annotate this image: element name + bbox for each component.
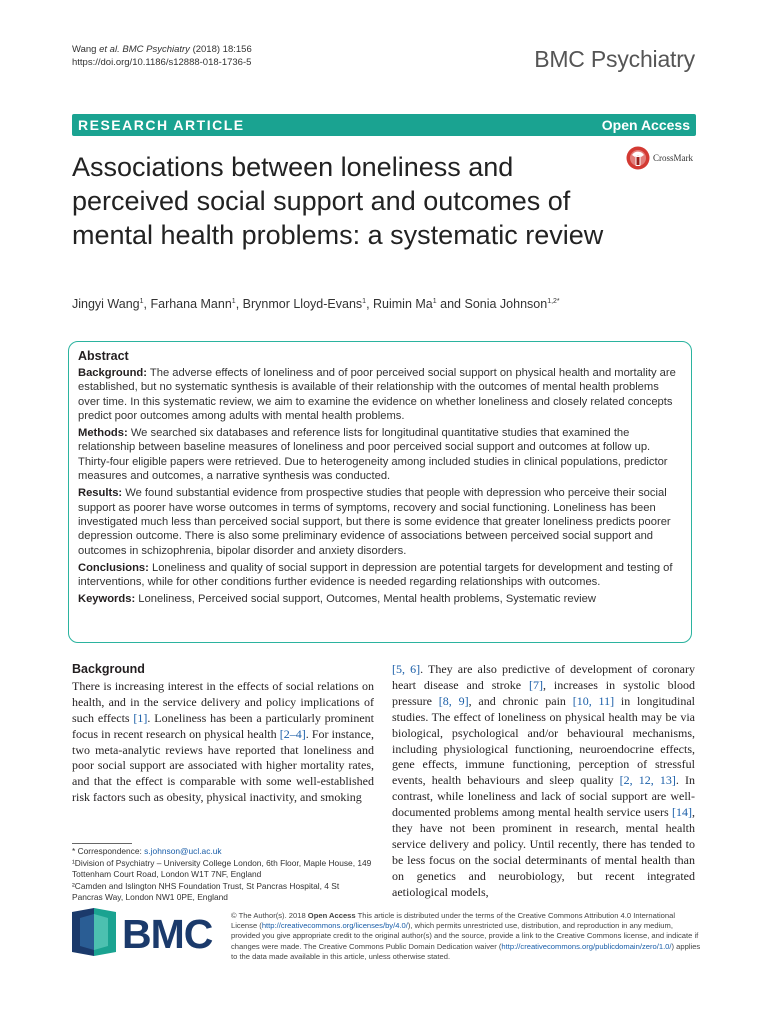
journal-name: BMC Psychiatry <box>534 46 695 72</box>
abstract-heading: Abstract <box>78 349 129 363</box>
reference-link[interactable]: [2–4] <box>279 726 306 741</box>
abstract-results: Results: We found substantial evidence from prospective studies that people with depression who perceive their social support as poorer have worse outcomes in terms of symptoms, recovery and social functioning. Loneliness has been investigated much less than perceived social support, but there is some evidence that greater loneliness predicts poorer depression outcome. There is also some preliminary evidence of associations between perceived social support and outcomes in schizophrenia, bipolar disorder and anxiety disorders. <box>78 487 671 557</box>
reference-link[interactable]: [5, 6] <box>392 662 421 676</box>
body-paragraph <box>392 662 695 901</box>
citation <box>72 43 252 69</box>
abstract-conclusions: Conclusions: Loneliness and quality of social support in depression are potential targets for development and testing of interventions, while for other conditions further evidence is needed regarding relationships with outcomes. <box>78 561 673 589</box>
body-text: There is increasing interest in the effects of social relations on health, and in the service delivery and policy implications of such effects <box>72 678 374 725</box>
reference-link[interactable]: [10, 11] <box>572 693 615 708</box>
abstract-methods: Methods: We searched six databases and reference lists for longitudinal quantitative studies that examined the relationship between baseline measures of loneliness and poor perceived social support and outcomes at follow up. Thirty-four eligible papers were retrieved. Due to heterogeneity among included studies in clinical populations, predictor measures and outcomes, a narrative synthesis was conducted. <box>78 427 668 483</box>
body-text: , increases in systolic blood pressure <box>392 677 695 708</box>
bmc-logo-text: BMC <box>122 911 213 957</box>
crossmark-badge[interactable] <box>626 146 716 172</box>
author-name[interactable]: Ruimin Ma <box>373 297 433 311</box>
body-text: , they have not been prominent in research, mental health service delivery and policy. Until recently, there has tended to be less focus on the social determinants of mental health than on genetics and neurobiology, but recent integrated aetiological models, <box>392 805 695 899</box>
body-paragraph <box>72 679 374 806</box>
author-name[interactable]: Brynmor Lloyd-Evans <box>242 297 363 311</box>
author-name[interactable]: Jingyi Wang <box>72 297 140 311</box>
body-text: . Loneliness has been a particularly prominent focus in recent research on physical health <box>72 710 374 741</box>
reference-link[interactable]: [2, 12, 13] <box>619 773 676 788</box>
crossmark-icon <box>626 146 650 170</box>
author-affiliation-marker: 1 <box>432 297 437 305</box>
abstract-keywords: Keywords: Loneliness, Perceived social support, Outcomes, Mental health problems, Systematic review <box>78 593 596 606</box>
affiliation-1: ¹Division of Psychiatry – University College London, 6th Floor, Maple House, 149 Tottenham Court Road, London W1T 7NF, England <box>72 857 372 879</box>
bmc-logo-icon <box>72 908 116 956</box>
author-name[interactable]: Sonia Johnson <box>464 297 548 311</box>
citation-year-volume: (2018) 18:156 <box>192 44 252 55</box>
article-type: RESEARCH ARTICLE <box>78 117 245 133</box>
author-list: Jingyi Wang$^1$, Farhana Mann$^1$, Brynmor Lloyd-Evans$^1$, Ruimin Ma$^1$ and Sonia Johnson$^{1,2*}$ <box>72 297 560 311</box>
abstract-box <box>68 341 692 643</box>
author-affiliation-marker: 1 <box>139 297 144 305</box>
footnotes <box>72 846 372 904</box>
reference-link[interactable]: [1] <box>133 710 148 725</box>
body-text: . For instance, two meta-analytic reviews have reported that loneliness and poor social support are associated with higher mortality rates, and that the effect is comparable with some well-established risk factors such as obesity, physical inactivity, and smoking <box>72 726 374 805</box>
body-text: , and chronic pain <box>468 693 573 708</box>
author-affiliation-marker: 1 <box>231 297 236 305</box>
citation-authors: Wang <box>72 44 97 55</box>
article-banner <box>72 114 696 136</box>
author-affiliation-marker: 1,2* <box>547 297 560 305</box>
author-name[interactable]: Farhana Mann <box>150 297 232 311</box>
abstract-background: Background: The adverse effects of loneliness and of poor perceived social support on physical health and mortality are established, but no systematic synthesis is available of their relationship with the outcomes of mental health problems over time. In this systematic review, we aim to examine the evidence on whether loneliness and closely related concepts predict poor outcomes among adults with mental health problems. <box>78 367 676 422</box>
body-text: in longitudinal studies. The effect of loneliness on physical health may be via biological, psychological and/or behavioural mechanisms, including physiological functioning, neuroendocrine effects, gene effects, immune functioning, perception of stressful events, health behaviours and sleep quality <box>392 693 695 788</box>
body-text: . In contrast, while loneliness and lack of social support are well-documented problems among mental health service users <box>392 773 695 820</box>
doi-link[interactable]: https://doi.org/10.1186/s12888-018-1736-5 <box>72 57 252 68</box>
license-statement: © The Author(s). 2018 Open Access This article is distributed under the terms of the Creative Commons Attribution 4.0 International License (http://creativecommons.org/licenses/by/4.0/), which permits unrestricted use, distribution, and reproduction in any medium, provided you give appropriate credit to the original author(s) and the source, provide a link to the Creative Commons license, and indicate if changes were made. The Creative Commons Public Domain Dedication waiver (http://creativecommons.org/publicdomain/zero/1.0/) applies to the data made available in this article, unless otherwise stated. <box>231 911 701 961</box>
author-affiliation-marker: 1 <box>362 297 367 305</box>
body-column-right <box>392 662 695 901</box>
footnote-divider <box>72 843 132 844</box>
body-text: . They are also predictive of development of coronary heart disease and stroke <box>392 662 695 692</box>
bmc-logo <box>72 908 217 958</box>
citation-journal: BMC Psychiatry <box>122 44 190 55</box>
body-column-left <box>72 662 374 806</box>
open-access-badge: Open Access <box>601 117 690 133</box>
cc0-link[interactable]: http://creativecommons.org/publicdomain/zero/1.0/ <box>501 941 672 951</box>
reference-link[interactable]: [8, 9] <box>438 693 469 708</box>
crossmark-label: CrossMark <box>653 153 693 163</box>
affiliation-2: ²Camden and Islington NHS Foundation Trust, St Pancras Hospital, 4 St Pancras Way, London NW1 0PE, England <box>72 880 340 902</box>
reference-link[interactable]: [7] <box>528 677 543 692</box>
section-heading-background: Background <box>72 662 145 676</box>
correspondence: * Correspondence: s.johnson@ucl.ac.uk <box>72 846 222 856</box>
citation-etal: et al. <box>99 44 120 55</box>
email-link[interactable]: s.johnson@ucl.ac.uk <box>144 846 222 856</box>
article-title: Associations between loneliness and perceived social support and outcomes of mental health problems: a systematic review <box>72 152 604 250</box>
license-link[interactable]: http://creativecommons.org/licenses/by/4.0/ <box>261 921 408 931</box>
reference-link[interactable]: [14] <box>672 805 692 820</box>
